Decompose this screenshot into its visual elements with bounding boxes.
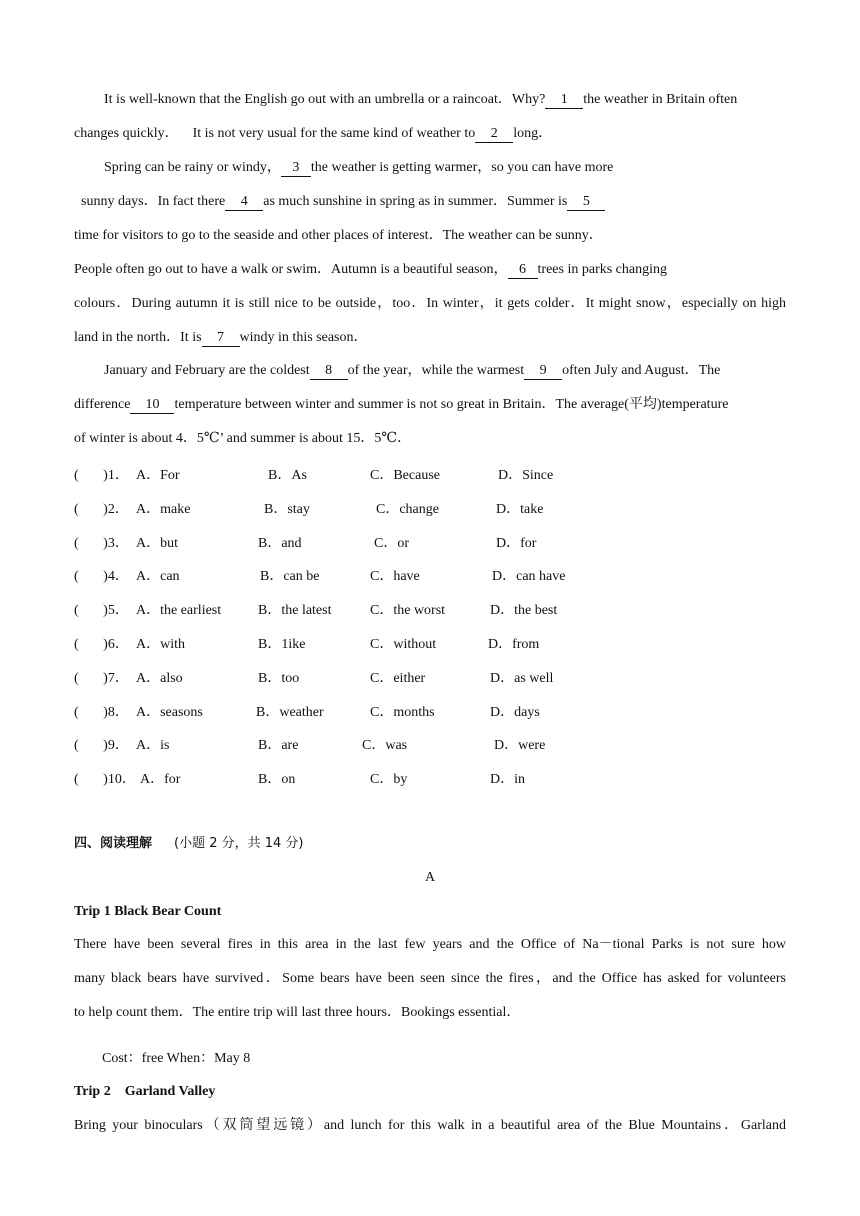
blank-1: 1 (545, 92, 583, 109)
cloze-text: as much sunshine in spring as in summer．Summer is (263, 194, 568, 209)
option-a: A．For (136, 468, 180, 483)
cloze-line-3 (104, 159, 786, 177)
cloze-text: of the year，while the warmest (347, 363, 525, 378)
cloze-text: changes quickly． It is not very usual for the same kind of weather to (74, 126, 476, 141)
option-a: A．but (136, 535, 178, 551)
option-b: B．As (268, 468, 307, 483)
trip1-title: Trip 1 Black Bear Count (74, 904, 222, 919)
trip2-line-1: Bring your binoculars（双筒望远镜）and lunch for this walk in a beautiful area of the Blue Mountains．Garland (74, 1118, 786, 1133)
question-number: ( )2． (74, 501, 129, 517)
cloze-text: trees in parks changing (537, 262, 667, 277)
blank-7: 7 (202, 330, 240, 347)
blank-4: 4 (225, 194, 263, 211)
option-c: C．was (362, 738, 408, 754)
cloze-line-11: of winter is about 4．5℃’ and summer is about 15．5℃． (74, 431, 412, 446)
option-a: A．for (140, 772, 181, 788)
cloze-line-1 (104, 91, 786, 109)
cloze-text: the weather in Britain often (583, 92, 738, 107)
part-label: A (424, 870, 436, 885)
option-d: D．days (490, 704, 540, 720)
option-d: D．Since (498, 468, 554, 483)
cloze-text: difference (74, 397, 131, 412)
cloze-line-5: time for visitors to go to the seaside and other places of interest．The weather can be sunny． (74, 228, 603, 243)
question-number: ( )10． (74, 772, 136, 788)
option-b: B．and (258, 535, 302, 551)
option-b: B．on (258, 772, 296, 788)
cloze-text: People often go out to have a walk or swim．Autumn is a beautiful season， (74, 262, 508, 277)
trip1-line-1: There have been several fires in this area in the last few years and the Office of Na－tional Parks is not sure how (74, 937, 786, 952)
trip1-line-2: many black bears have survived．Some bears have been seen since the fires，and the Office has asked for volunteers (74, 971, 786, 986)
option-a: A．the earliest (136, 603, 222, 619)
option-d: D．for (496, 535, 537, 551)
cloze-line-6 (74, 261, 786, 279)
option-c: C．without (370, 637, 437, 652)
option-c: C．either (370, 670, 426, 686)
option-b: B．the latest (258, 603, 332, 619)
option-d: D．from (488, 637, 540, 652)
cloze-text: It is well-known that the English go out with an umbrella or a raincoat．Why? (104, 92, 546, 107)
option-d: D．the best (490, 603, 558, 619)
cloze-text: January and February are the coldest (104, 363, 310, 378)
option-a: A．make (136, 501, 191, 517)
cloze-line-7: colours．During autumn it is still nice to be outside，too．In winter，it gets colder．It might snow，especially on high (74, 296, 786, 311)
option-b: B．1ike (258, 637, 306, 652)
option-c: C．or (374, 535, 409, 551)
blank-10: 10 (130, 397, 174, 414)
option-a: A．seasons (136, 704, 203, 720)
cloze-text: sunny days．In fact there (81, 194, 226, 209)
cloze-text: often July and August．The (562, 363, 721, 378)
option-c: C．by (370, 772, 408, 788)
blank-8: 8 (310, 363, 348, 380)
question-number: ( )8． (74, 704, 129, 720)
question-number: ( )3． (74, 535, 129, 551)
option-d: D．as well (490, 670, 554, 686)
option-d: D．in (490, 772, 525, 788)
option-c: C．months (370, 704, 435, 720)
cloze-text: temperature between winter and summer is not so great in Britain．The average(平均)temperature (174, 397, 729, 412)
section-heading (74, 835, 786, 853)
option-b: B．stay (264, 501, 310, 517)
option-a: A．can (136, 569, 180, 585)
option-d: D．can have (492, 569, 566, 585)
question-number: ( )9． (74, 738, 129, 754)
cloze-text: Spring can be rainy or windy， (104, 160, 281, 175)
question-number: ( )6． (74, 637, 129, 652)
option-b: B．can be (260, 569, 320, 585)
blank-2: 2 (475, 126, 513, 143)
question-number: ( )5． (74, 603, 129, 619)
question-number: ( )7． (74, 670, 129, 686)
option-c: C．the worst (370, 603, 446, 619)
cloze-text: long． (513, 126, 553, 141)
section-title: 四、阅读理解 (74, 836, 153, 851)
option-c: C．change (376, 501, 439, 517)
option-a: A．is (136, 738, 170, 754)
blank-3: 3 (281, 160, 311, 177)
question-number: ( )1． (74, 468, 129, 483)
blank-6: 6 (508, 262, 538, 279)
trip2-title: Trip 2 Garland Valley (74, 1084, 216, 1099)
trip1-cost: Cost：free When：May 8 (102, 1051, 251, 1066)
option-b: B．too (258, 670, 300, 686)
option-b: B．weather (256, 704, 324, 720)
question-number: ( )4． (74, 569, 129, 585)
trip1-line-3: to help count them．The entire trip will last three hours．Bookings essential． (74, 1005, 521, 1020)
option-c: C．have (370, 569, 420, 585)
option-c: C．Because (370, 468, 440, 483)
option-b: B．are (258, 738, 299, 754)
option-d: D．take (496, 501, 544, 517)
cloze-text: the weather is getting warmer，so you can have more (310, 160, 614, 175)
cloze-line-10 (74, 396, 786, 414)
option-d: D．were (494, 738, 546, 754)
option-a: A．also (136, 670, 183, 686)
cloze-text: windy in this season． (239, 330, 368, 345)
cloze-text: land in the north．It is (74, 330, 202, 345)
section-note: (小题 2 分，共 14 分) (174, 836, 304, 851)
cloze-line-9 (104, 362, 786, 380)
cloze-line-8 (74, 329, 786, 347)
cloze-line-2 (74, 125, 786, 143)
blank-9: 9 (524, 363, 562, 380)
blank-5: 5 (567, 194, 605, 211)
cloze-line-4 (81, 193, 786, 211)
option-a: A．with (136, 637, 185, 652)
